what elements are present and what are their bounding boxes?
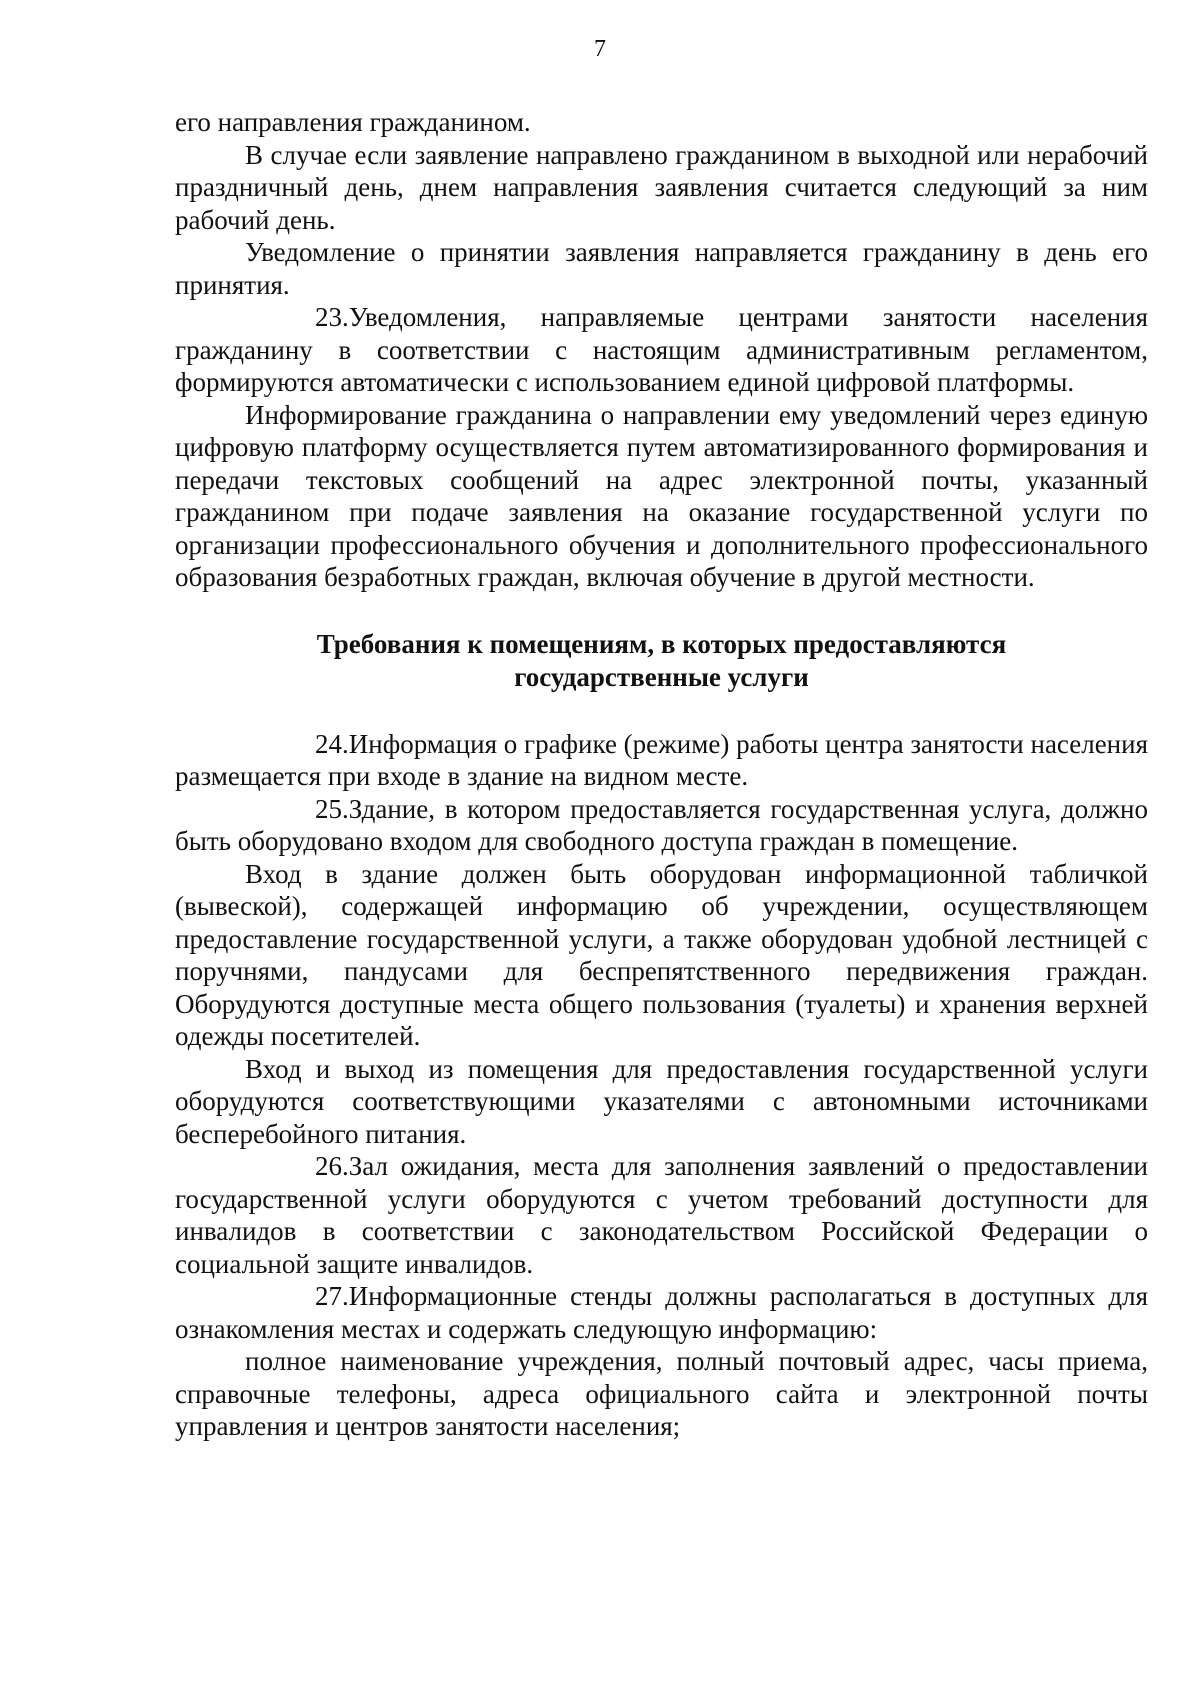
paragraph-23 xyxy=(175,301,1148,399)
paragraph-26-text: Зал ожидания, места для заполнения заявлений о предоставлении государственной услуги оборудуются с учетом требований доступности для инвалидов в соответствии с законодательством Российской Федерации о социальной защите инвалидов. xyxy=(175,1151,1148,1279)
document-body xyxy=(175,106,1148,1443)
paragraph-27 xyxy=(175,1280,1148,1345)
paragraph-24 xyxy=(175,728,1148,793)
paragraph-25 xyxy=(175,793,1148,858)
paragraph-24-text: Информация о графике (режиме) работы центра занятости населения размещается при входе в здание на видном месте. xyxy=(175,728,1148,791)
paragraph-26 xyxy=(175,1150,1148,1280)
paragraph-23-text: Уведомления, направляемые центрами занятости населения гражданину в соответствии с настоящим административным регламентом, формируются автоматически с использованием единой цифровой платформы. xyxy=(175,302,1148,397)
paragraph-number-25: 25. xyxy=(315,793,349,824)
paragraph-number-27: 27. xyxy=(315,1281,349,1311)
paragraph-continuation: его направления гражданином. xyxy=(175,107,531,137)
section-heading xyxy=(175,628,1148,694)
paragraph-acceptance-notice: Уведомление о принятии заявления направляется гражданину в день его принятия. xyxy=(175,237,1148,300)
paragraph-number-23: 23. xyxy=(315,302,349,332)
paragraph-number-26: 26. xyxy=(315,1151,349,1181)
paragraph-entrance-equipment: Вход в здание должен быть оборудован информационной табличкой (вывеской), содержащей информацию об учреждении, осуществляющем предоставление государственной услуги, а также оборудован удобной лестницей с поручнями, пандусами для беспрепятственного передвижения граждан. Оборудуются доступные места общего пользования (туалеты) и хранения верхней одежды посетителей. xyxy=(175,858,1148,1051)
section-heading-line-1: Требования к помещениям, в которых предоставляются xyxy=(316,628,1007,659)
paragraph-number-24: 24. xyxy=(315,728,349,759)
paragraph-27-text: Информационные стенды должны располагаться в доступных для ознакомления местах и содержать следующую информацию: xyxy=(175,1281,1148,1344)
paragraph-25-text: Здание, в котором предоставляется государственная услуга, должно быть оборудовано входом для свободного доступа граждан в помещение. xyxy=(175,793,1148,856)
section-heading-line-2: государственные услуги xyxy=(514,661,809,692)
page-number: 7 xyxy=(594,36,606,62)
paragraph-informing: Информирование гражданина о направлении ему уведомлений через единую цифровую платформу осуществляется путем автоматизированного формирования и передачи текстовых сообщений на адрес электронной почты, указанный гражданином при подаче заявления на оказание государственной услуги по организации профессионального обучения и дополнительного профессионального образования безработных граждан, включая обучение в другой местности. xyxy=(175,399,1148,592)
paragraph-entrance-exit-signs: Вход и выход из помещения для предоставления государственной услуги оборудуются соответствующими указателями с автономными источниками бесперебойного питания. xyxy=(175,1053,1148,1149)
paragraph-weekend-rule: В случае если заявление направлено гражданином в выходной или нерабочий праздничный день, днем направления заявления считается следующий за ним рабочий день. xyxy=(175,139,1148,235)
paragraph-info-stand-details: полное наименование учреждения, полный почтовый адрес, часы приема, справочные телефоны, адреса официального сайта и электронной почты управления и центров занятости населения; xyxy=(175,1346,1148,1441)
